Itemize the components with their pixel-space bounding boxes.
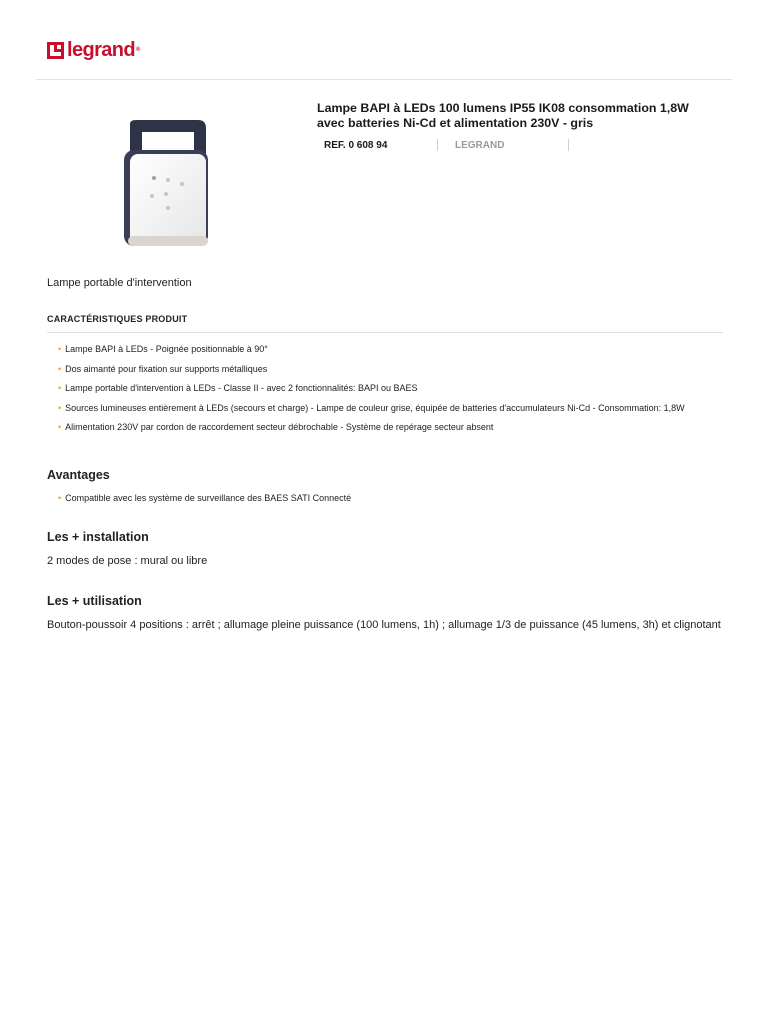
brand-name[interactable]: LEGRAND [455,140,505,151]
legrand-logo-icon [47,42,64,59]
list-item-text: Compatible avec les système de surveillance des BAES SATI Connecté [65,493,352,503]
list-item-text: Sources lumineuses entièrement à LEDs (secours et charge) - Lampe de couleur grise, équipée de batteries d'accumulateurs Ni-Cd - Consommation: 1,8W [65,402,685,413]
logo-registered: ® [136,47,141,53]
list-item-text: Lampe BAPI à LEDs - Poignée positionnable à 90° [65,344,268,354]
list-item [58,363,698,376]
list-item [58,343,698,356]
utilisation-heading: Les + utilisation [47,594,142,608]
bullet-icon: • [58,363,62,374]
page-header [36,0,732,80]
list-item [58,421,698,434]
installation-text: 2 modes de pose : mural ou libre [47,555,208,567]
avantages-list [58,492,351,505]
product-subtitle: Lampe portable d'intervention [47,277,192,289]
bullet-icon: • [58,402,62,413]
utilisation-text: Bouton-poussoir 4 positions : arrêt ; allumage pleine puissance (100 lumens, 1h) ; allumage 1/3 de puissance (45 lumens, 3h) et clignotant [47,619,721,631]
list-item [58,402,698,415]
product-title: Lampe BAPI à LEDs 100 lumens IP55 IK08 consommation 1,8W avec batteries Ni-Cd et alimentation 230V - gris [317,101,689,130]
product-image[interactable] [118,118,212,248]
bullet-icon: • [58,493,62,503]
section-divider [47,332,723,333]
list-item-text: Dos aimanté pour fixation sur supports métalliques [65,363,268,374]
bullet-icon: • [58,422,62,432]
list-item-text: Lampe portable d'intervention à LEDs - Classe II - avec 2 fonctionnalités: BAPI ou BAES [65,383,418,393]
product-reference: REF. 0 608 94 [324,139,388,151]
bullet-icon: • [58,383,62,393]
divider [568,139,569,151]
legrand-logo[interactable] [47,40,140,60]
logo-text: legrand [67,39,136,61]
characteristics-list [58,343,698,441]
bullet-icon: • [58,344,62,354]
installation-heading: Les + installation [47,530,149,544]
avantages-heading: Avantages [47,468,110,482]
reference-row [324,138,505,152]
divider [437,139,438,151]
list-item-text: Alimentation 230V par cordon de raccordement secteur débrochable - Système de repérage secteur absent [65,422,494,432]
characteristics-heading: CARACTÉRISTIQUES PRODUIT [47,314,188,324]
list-item [58,382,698,395]
list-item [58,492,351,505]
